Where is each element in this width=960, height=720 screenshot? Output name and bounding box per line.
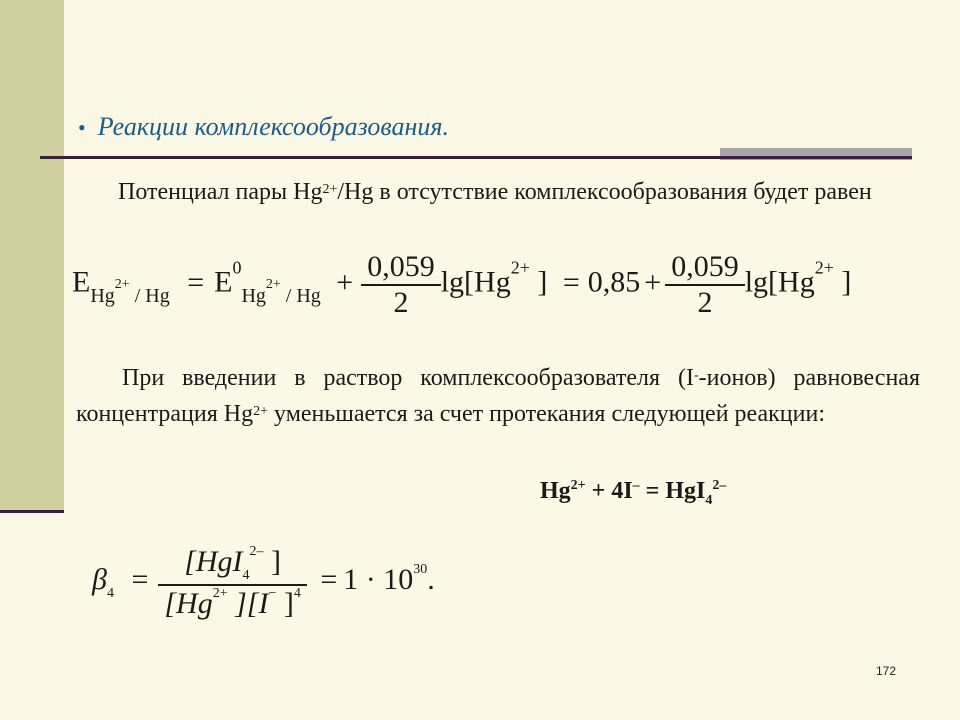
para2-text-a: При введении в раствор комплексообразователя (I [122, 365, 694, 391]
eq1-frac2-den: 2 [697, 285, 713, 319]
eq2-dot: . [427, 563, 435, 597]
eq1-frac1-den: 2 [393, 285, 409, 319]
eq1-frac2-num: 0,059 [671, 250, 739, 283]
potential-equation [72, 250, 851, 330]
eq1-frac1-num: 0,059 [367, 250, 435, 283]
eq2-den-i-sup: − [268, 585, 277, 601]
eq1-plus-1: + [336, 265, 354, 299]
eq2-beta: β [92, 563, 107, 597]
eq1-equals: = [187, 265, 205, 299]
para2-sup-a: - [693, 368, 699, 383]
eq2-num-close: ] [263, 545, 282, 578]
eq1-lg1-sup: 2+ [510, 257, 530, 278]
reaction-hg-charge: 2+ [570, 478, 586, 493]
eq2-den-hg-sup: 2+ [212, 585, 228, 601]
eq2-result-exponent: 30 [413, 562, 428, 578]
eq1-lg1: lg[Hg [440, 265, 511, 299]
eq1-value: 0,85 [587, 265, 641, 299]
reaction-product-charge: 2– [712, 478, 727, 493]
eq2-den-power: 4 [293, 585, 301, 601]
eq2-equals-2: = [320, 563, 338, 597]
eq1-fraction-1 [361, 250, 441, 320]
reaction-product-sub: 4 [705, 492, 713, 508]
eq2-den-i: ][I [227, 586, 269, 620]
eq1-E0: E [214, 265, 233, 299]
eq2-fraction [158, 544, 307, 621]
eq2-result: 1 · 10 [343, 563, 414, 597]
eq2-numerator [158, 544, 307, 584]
eq1-fraction-2 [665, 250, 745, 320]
eq2-den-close: ] [276, 586, 294, 620]
eq2-den-hg: [Hg [164, 586, 213, 620]
paragraph-2 [76, 360, 920, 432]
slide-title [78, 112, 449, 142]
eq1-lg1-close: ] [529, 265, 548, 299]
sidebar-underline [0, 510, 64, 513]
paragraph-1 [70, 174, 920, 210]
eq1-E0-sup: 0 [232, 257, 242, 278]
eq1-E0-sub-tail: / Hg [280, 284, 321, 307]
para1-text-b: /Hg в отсутствие комплексообразования будет равен [337, 179, 872, 205]
reaction-iodide-charge: – [632, 478, 640, 493]
eq2-denominator [158, 586, 307, 621]
reaction-hg: Hg [540, 478, 571, 504]
eq2-num-sup: 2– [249, 544, 264, 559]
reaction-product: = HgI [639, 478, 706, 504]
eq1-E-sub [90, 276, 170, 307]
eq1-lg2-close: ] [833, 265, 852, 299]
eq1-lg2: lg[Hg [744, 265, 815, 299]
eq2-equals: = [131, 563, 149, 597]
eq1-E-sub-tail: / Hg [129, 284, 170, 307]
reaction-iodide: + 4I [585, 478, 633, 504]
eq1-E0-sub-hg: Hg [241, 284, 266, 307]
para2-text-c: уменьшается за счет протекания следующей реакции: [268, 401, 825, 427]
para2-sup-b: 2+ [253, 404, 269, 419]
eq1-lg2-sup: 2+ [814, 257, 834, 278]
page-number: 172 [876, 664, 897, 678]
para2-text-b: -ионов) равновесная концентрация Hg [76, 365, 920, 427]
stability-constant-equation [92, 544, 435, 621]
eq1-E: E [72, 265, 91, 299]
eq1-plus-2: + [644, 265, 662, 299]
eq2-num-sub: 4 [242, 568, 250, 583]
para1-sup: 2+ [322, 182, 338, 197]
reaction-equation [540, 478, 726, 509]
eq1-E-sub-hg: Hg [90, 284, 115, 307]
eq1-E-sub-charge: 2+ [114, 276, 130, 292]
eq2-num-main: [HgI [184, 545, 243, 578]
eq1-E0-sub [241, 276, 321, 307]
bullet-icon: • [78, 115, 86, 140]
sidebar-decoration [0, 0, 64, 512]
eq2-beta-sub: 4 [106, 586, 114, 602]
title-text: Реакции комплексообразования. [97, 112, 449, 141]
title-rule [40, 156, 912, 159]
para1-text-a: Потенциал пары Hg [118, 179, 323, 205]
eq1-equals-2: = [562, 265, 580, 299]
eq1-E0-sub-charge: 2+ [265, 276, 281, 292]
